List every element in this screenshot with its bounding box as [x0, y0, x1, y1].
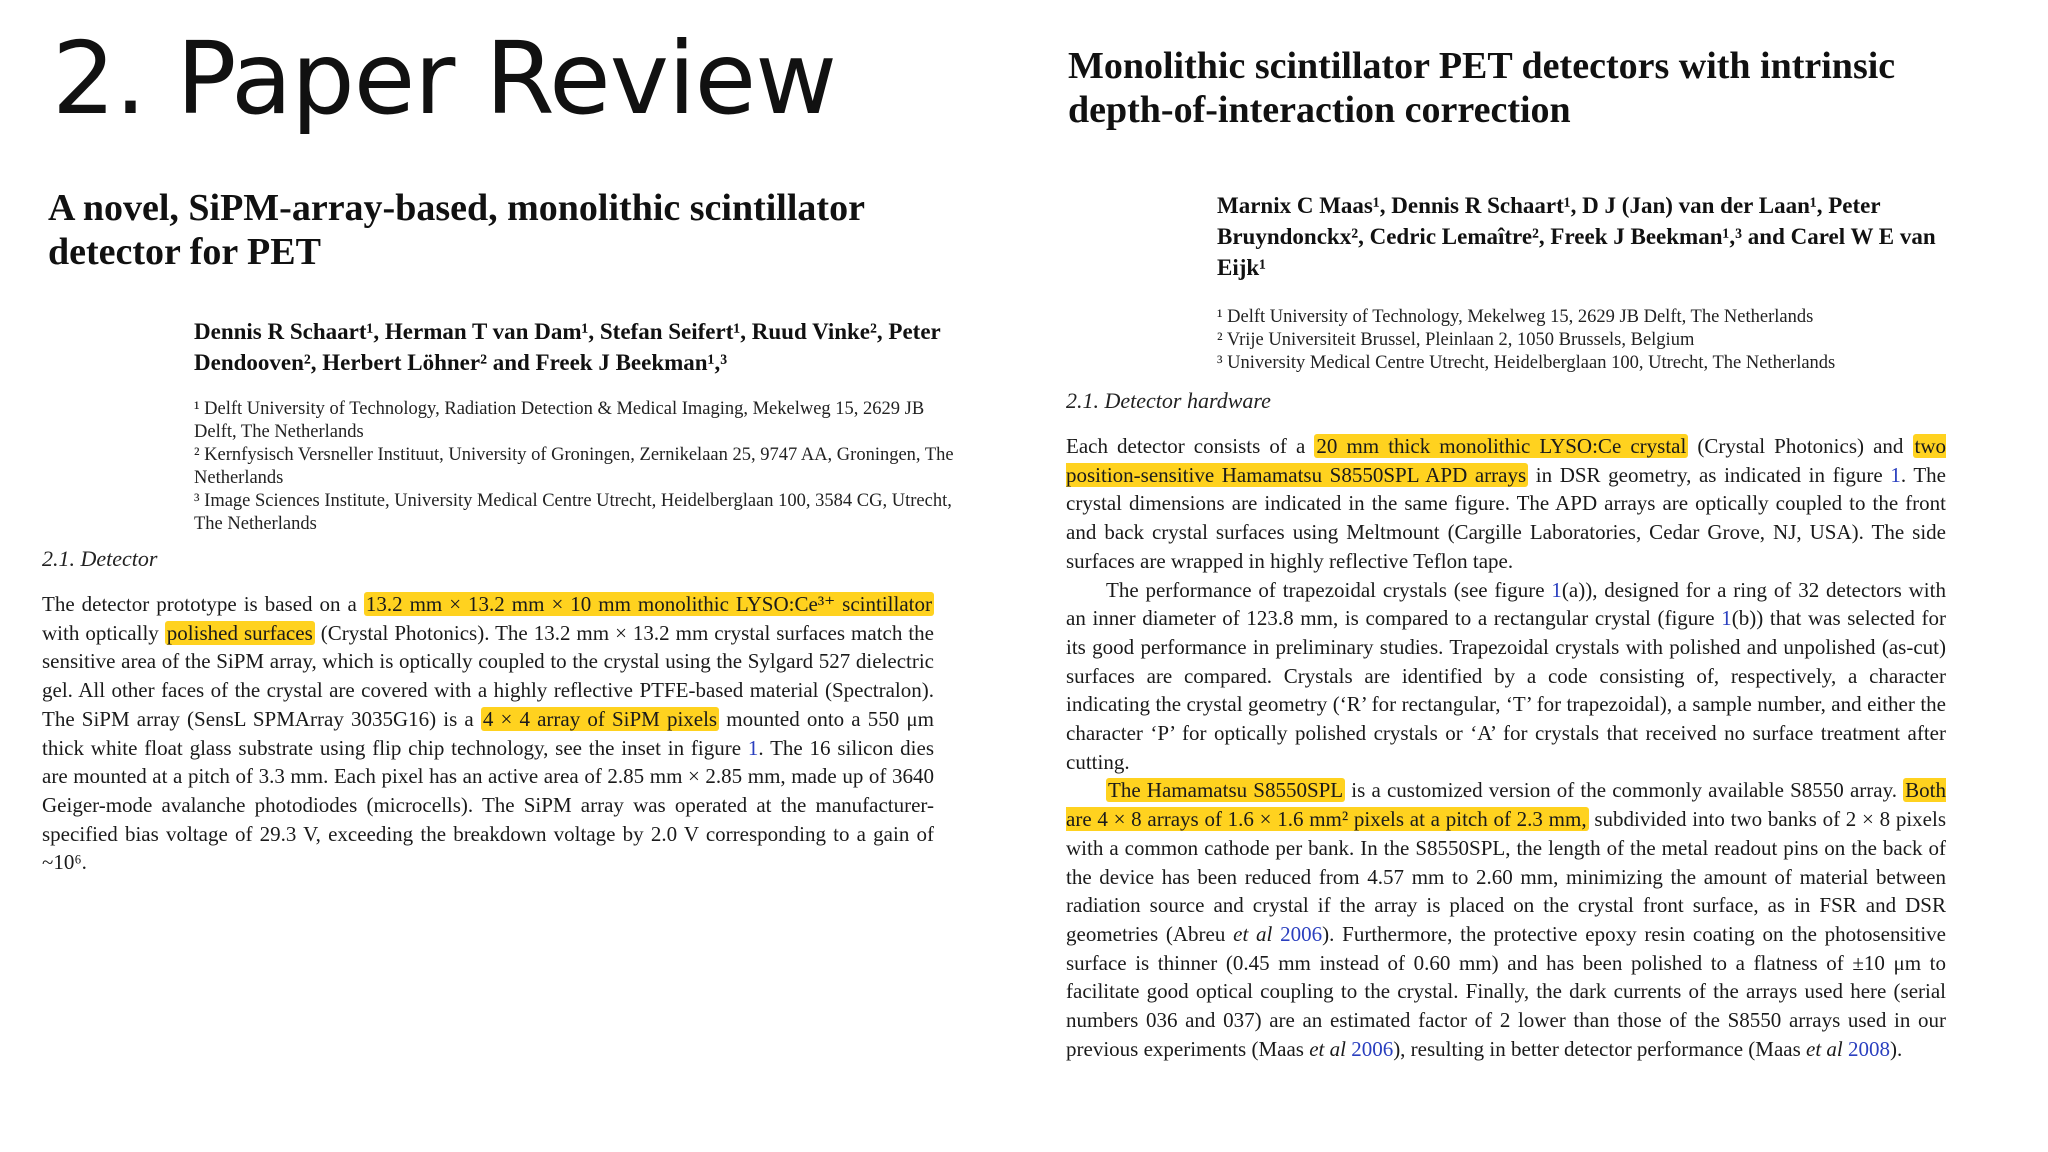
right-affiliation-1: ¹ Delft University of Technology, Mekelweg 15, 2629 JB Delft, The Netherlands [1217, 307, 1814, 327]
text-run: . The crystal dimensions are indicated in the same figure. The APD arrays are optically coupled to the front and back crystal surfaces using Meltmount (Cargille Laboratories, Cedar Grove, NJ, USA). The side surfaces are wrapped in highly reflective Teflon tape. [1066, 462, 1947, 573]
text-run: . The 16 silicon dies are mounted at a pitch of 3.3 mm. Each pixel has an active area of 2.85 mm × 2.85 mm, made up of 3640 Geiger-mode avalanche photodiodes (microcells). The SiPM array was operated at the manufacturer-specified bias voltage of 29.3 V, exceeding the breakdown voltage by 2.0 V corresponding to a gain of ~10⁶. [42, 735, 935, 875]
right-body-paragraph-2 [1066, 576, 1946, 777]
left-body-paragraph [42, 590, 934, 877]
highlight: 4 × 4 array of SiPM pixels [482, 706, 718, 731]
left-paper-title: A novel, SiPM-array-based, monolithic scintillator detector for PET [48, 187, 865, 273]
figure-reference-link[interactable]: 1 [1721, 606, 1732, 631]
text-run: (b)) that was selected for its good performance in preliminary studies. Trapezoidal crystals with polished and unpolished (as-cut) surfaces are compared. Crystals are identified by a code consisting of, respectively, a character indicating the crystal geometry (‘R’ for rectangular, ‘T’ for trapezoidal), a sample number, and either the character ‘P’ for optically polished crystals or ‘A’ for crystals that received no surface treatment after cutting. [1066, 606, 1946, 774]
slide-title: 2. Paper Review [52, 20, 836, 137]
right-body-text [1066, 432, 1946, 1063]
text-run: subdivided into two banks of 2 × 8 pixels with a common cathode per bank. In the S8550SPL, the length of the metal readout pins on the back of the device has been reduced from 4.57 mm to 2.60 mm, minimizing the amount of material between radiation source and crystal if the array is placed on the crystal front surface, as in FSR and DSR geometries (Abreu [1066, 807, 1947, 946]
citation-year-link[interactable]: 2006 [1351, 1036, 1394, 1061]
right-affiliation-3: ³ University Medical Centre Utrecht, Heidelberglaan 100, Utrecht, The Netherlands [1217, 353, 1836, 373]
left-affiliation-1: ¹ Delft University of Technology, Radiation Detection & Medical Imaging, Mekelweg 15, 2629 JB Delft, The Netherlands [194, 399, 925, 442]
highlight: The Hamamatsu S8550SPL [1108, 778, 1344, 803]
right-body-paragraph-1 [1066, 432, 1946, 576]
text-run: (Crystal Photonics). The 13.2 mm × 13.2 mm crystal surfaces match the sensitive area of the SiPM array, which is optically coupled to the crystal using the Sylgard 527 dielectric gel. All other faces of the crystal are covered with a highly reflective PTFE-based material (Spectralon). The SiPM array (SensL SPMArray 3035G16) is a [42, 620, 934, 731]
text-run: ). [1890, 1036, 1903, 1061]
left-section-heading: 2.1. Detector [42, 546, 158, 571]
italic-run: et al [1233, 921, 1273, 946]
text-run: mounted onto a 550 μm thick white float glass substrate using flip chip technology, see the inset in figure [42, 706, 934, 760]
figure-reference-link[interactable]: 1 [747, 735, 759, 760]
highlight: 20 mm thick monolithic LYSO:Ce crystal [1316, 434, 1687, 458]
right-paper-affiliations [1217, 306, 1977, 375]
figure-reference-link[interactable]: 1 [1890, 462, 1901, 487]
italic-run: et al [1806, 1036, 1843, 1061]
highlight: two position-sensitive Hamamatsu S8550SPL APD arrays [1066, 434, 1946, 487]
right-section-heading: 2.1. Detector hardware [1066, 388, 1271, 413]
text-run: (a)), designed for a ring of 32 detectors with an inner diameter of 123.8 mm, is compared to a rectangular crystal (figure [1066, 577, 1946, 631]
right-paper-title: Monolithic scintillator PET detectors with intrinsic depth-of-interaction correction [1068, 45, 1896, 131]
left-affiliation-2: ² Kernfysisch Versneller Instituut, University of Groningen, Zernikelaan 25, 9747 AA, Groningen, The Netherlands [194, 445, 954, 488]
text-run: in DSR geometry, as indicated in figure [1528, 462, 1891, 487]
right-paper-authors: Marnix C Maas¹, Dennis R Schaart¹, D J (Jan) van der Laan¹, Peter Bruyndonckx², Cedric Lemaître², Freek J Beekman¹,³ and Carel W E van Eijk¹ [1217, 193, 1936, 280]
text-run: with optically [42, 620, 165, 645]
left-affiliation-3: ³ Image Sciences Institute, University Medical Centre Utrecht, Heidelberglaan 100, 3584 CG, Utrecht, The Netherlands [194, 491, 952, 534]
text-run: Each detector consists of a [1066, 434, 1315, 458]
highlight: Both are 4 × 8 arrays of 1.6 × 1.6 mm² pixels at a pitch of 2.3 mm, [1066, 778, 1946, 832]
right-body-paragraph-3 [1066, 776, 1946, 1063]
left-paper-authors: Dennis R Schaart¹, Herman T van Dam¹, Stefan Seifert¹, Ruud Vinke², Peter Dendooven², Herbert Löhner² and Freek J Beekman¹,³ [194, 319, 941, 375]
highlight: 13.2 mm × 13.2 mm × 10 mm monolithic LYSO:Ce³⁺ scintillator [365, 592, 932, 616]
text-run: ). Furthermore, the protective epoxy resin coating on the photosensitive surface is thinner (0.45 mm instead of 0.60 mm) and has been polished to a flatness of ±10 μm to facilitate good optical coupling to the crystal. Finally, the dark currents of the arrays used here (serial numbers 036 and 037) are an estimated factor of 2 lower than those of the S8550 arrays used in our previous experiments (Maas [1066, 921, 1946, 1061]
left-paper-affiliations [194, 398, 954, 536]
text-run: (Crystal Photonics) and [1688, 434, 1913, 458]
citation-year-link[interactable]: 2006 [1280, 921, 1323, 946]
text-run: The detector prototype is based on a [42, 592, 364, 616]
highlight: polished surfaces [166, 620, 313, 645]
text-run [1272, 922, 1280, 946]
citation-year-link[interactable]: 2008 [1848, 1036, 1891, 1061]
text-run: ), resulting in better detector performance (Maas [1393, 1036, 1807, 1061]
text-run: The performance of trapezoidal crystals (see figure [1106, 577, 1552, 602]
italic-run: et al [1309, 1036, 1346, 1061]
right-affiliation-2: ² Vrije Universiteit Brussel, Pleinlaan 2, 1050 Brussels, Belgium [1217, 330, 1695, 350]
figure-reference-link[interactable]: 1 [1551, 577, 1562, 602]
text-run: is a customized version of the commonly available S8550 array. [1345, 778, 1904, 803]
